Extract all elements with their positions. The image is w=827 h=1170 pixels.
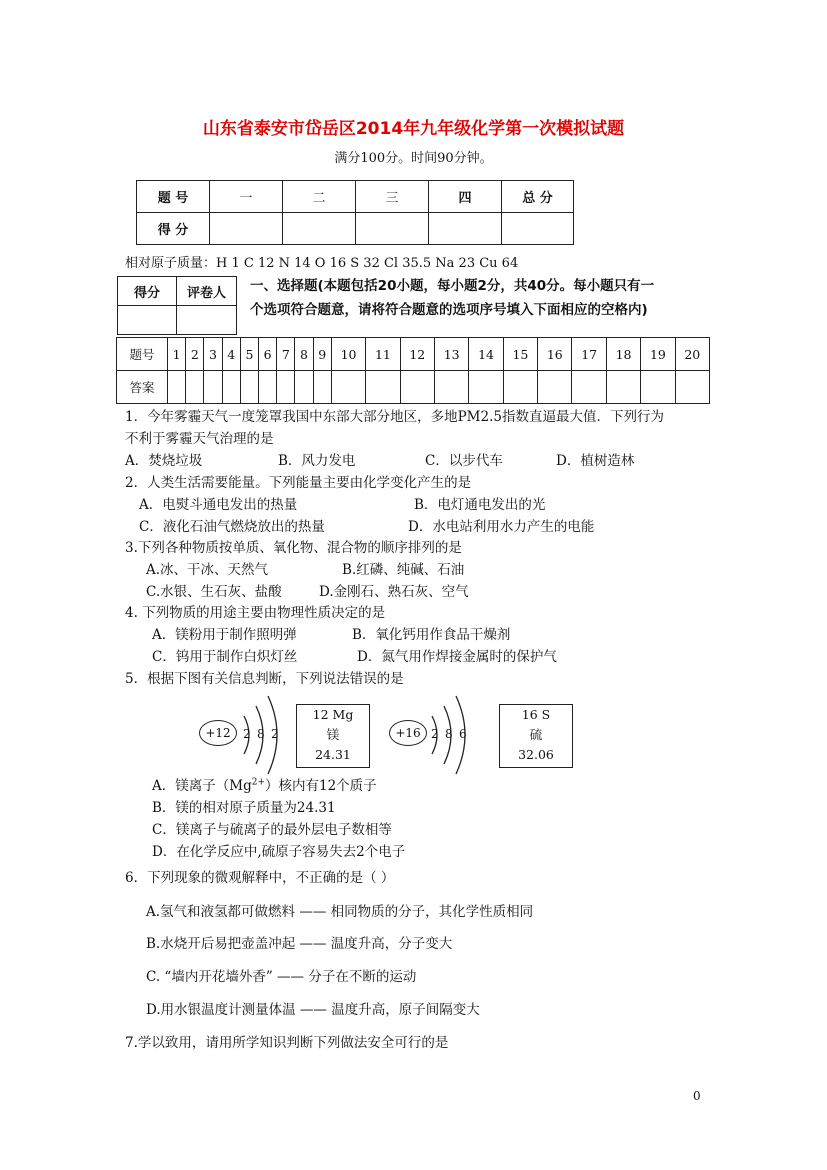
question-1-option-a: A．焚烧垃圾: [125, 453, 203, 469]
answer-input-cell[interactable]: [503, 371, 537, 404]
answer-input-cell[interactable]: [313, 371, 331, 404]
question-7-stem: 7.学以致用，请用所学知识判断下列做法安全可行的是: [125, 1035, 449, 1051]
answer-number-cell: 7: [277, 338, 295, 371]
question-6-option-b: B.水烧开后易把壶盖冲起 —— 温度升高，分子变大: [146, 936, 453, 952]
answer-input-cell[interactable]: [295, 371, 313, 404]
question-6-option-c: C. “墙内开花墙外香” —— 分子在不断的运动: [146, 969, 417, 985]
question-5-option-d: D．在化学反应中,硫原子容易失去2个电子: [152, 844, 406, 860]
answer-number-cell: 15: [503, 338, 537, 371]
s-shell-1-count: 2: [431, 727, 439, 741]
answer-number-cell: 6: [259, 338, 277, 371]
grader-name-cell[interactable]: [177, 306, 237, 335]
page-number: 0: [693, 1089, 701, 1103]
question-4-option-b: B．氧化钙用作食品干燥剂: [352, 627, 511, 643]
score-cell[interactable]: [429, 213, 502, 245]
score-table: [136, 180, 574, 245]
answer-number-cell: 11: [366, 338, 400, 371]
ion-charge-superscript: 2+: [251, 777, 265, 788]
answer-input-cell[interactable]: [538, 371, 572, 404]
answer-row-label: 答案: [117, 371, 168, 404]
mg-element-card: [296, 704, 370, 768]
question-2-option-b: B．电灯通电发出的光: [414, 497, 546, 513]
score-cell[interactable]: [283, 213, 356, 245]
section-heading-line1: 一、选择题(本题包括20小题，每小题2分，共40分。每小题只有一: [250, 278, 655, 294]
mg-card-symbol: 12 Mg: [312, 707, 354, 722]
question-6-option-a: A.氢气和液氢都可做燃料 —— 相同物质的分子，其化学性质相同: [146, 904, 534, 920]
answer-input-cell[interactable]: [222, 371, 240, 404]
answer-number-cell: 4: [222, 338, 240, 371]
answer-input-cell[interactable]: [204, 371, 222, 404]
question-4-option-c: C．钨用于制作白炽灯丝: [152, 649, 298, 665]
answer-number-cell: 14: [469, 338, 503, 371]
answer-number-cell: 9: [313, 338, 331, 371]
answer-input-cell[interactable]: [277, 371, 295, 404]
answer-number-cell: 16: [538, 338, 572, 371]
answer-input-cell[interactable]: [469, 371, 503, 404]
question-1-option-c: C．以步代车: [425, 453, 503, 469]
answer-input-cell[interactable]: [641, 371, 675, 404]
question-3-stem: 3.下列各种物质按单质、氧化物、混合物的顺序排列的是: [125, 540, 462, 556]
grader-score-label: 得分: [118, 277, 177, 306]
question-5-option-c: C．镁离子与硫离子的最外层电子数相等: [152, 822, 392, 838]
grader-name-label: 评卷人: [177, 277, 237, 306]
question-5-option-a: [152, 774, 377, 794]
answer-row-label: 题号: [117, 338, 168, 371]
score-header-cell: 二: [283, 181, 356, 213]
s-shell-3-count: 6: [459, 727, 467, 741]
atomic-masses: 相对原子质量：H 1 C 12 N 14 O 16 S 32 Cl 35.5 Na 23 Cu 64: [125, 256, 519, 271]
answer-number-cell: 17: [572, 338, 606, 371]
question-1-stem: 1．今年雾霾天气一度笼罩我国中东部大部分地区，多地PM2.5指数直逼最大值．下列行为: [125, 409, 664, 425]
grader-table: [117, 276, 237, 335]
score-header-cell: 四: [429, 181, 502, 213]
answer-number-cell: 8: [295, 338, 313, 371]
answer-number-cell: 18: [606, 338, 640, 371]
answer-input-cell[interactable]: [259, 371, 277, 404]
question-2-option-c: C．液化石油气燃烧放出的热量: [139, 519, 325, 535]
grader-score-cell[interactable]: [118, 306, 177, 335]
question-4-stem: 4. 下列物质的用途主要由物理性质决定的是: [125, 605, 386, 621]
mg-card-mass: 24.31: [315, 747, 351, 762]
answer-number-cell: 19: [641, 338, 675, 371]
score-header-cell: 总 分: [502, 181, 574, 213]
answer-number-cell: 5: [240, 338, 258, 371]
exam-info: 满分100分。时间90分钟。: [334, 151, 493, 166]
question-3-option-d: D.金刚石、熟石灰、空气: [319, 584, 469, 600]
answer-input-cell[interactable]: [400, 371, 434, 404]
question-6-option-d: D.用水银温度计测量体温 —— 温度升高，原子间隔变大: [146, 1002, 480, 1018]
section-heading-line2: 个选项符合题意，请将符合题意的选项序号填入下面相应的空格内): [250, 302, 648, 318]
score-header-cell: 一: [210, 181, 283, 213]
answer-input-cell[interactable]: [572, 371, 606, 404]
s-card-mass: 32.06: [518, 747, 554, 762]
question-5-stem: 5．根据下图有关信息判断，下列说法错误的是: [125, 671, 404, 687]
s-shell-2-count: 8: [445, 727, 453, 741]
mg-nucleus: +12: [199, 720, 237, 746]
mg-shell-2-count: 8: [257, 727, 265, 741]
option-a-text: A．镁离子（Mg: [152, 778, 252, 794]
question-2-option-d: D．水电站利用水力产生的电能: [408, 519, 595, 535]
answer-number-cell: 20: [675, 338, 709, 371]
answer-input-cell[interactable]: [331, 371, 365, 404]
score-row-label: 得 分: [137, 213, 210, 245]
page-title: 山东省泰安市岱岳区2014年九年级化学第一次模拟试题: [202, 119, 625, 139]
answer-number-cell: 3: [204, 338, 222, 371]
question-1-option-b: B．风力发电: [278, 453, 356, 469]
answer-input-cell[interactable]: [366, 371, 400, 404]
question-1-option-d: D．植树造林: [556, 453, 635, 469]
score-cell[interactable]: [210, 213, 283, 245]
answer-input-cell[interactable]: [606, 371, 640, 404]
score-header-cell: 题 号: [137, 181, 210, 213]
answer-input-cell[interactable]: [168, 371, 186, 404]
question-4-option-d: D．氮气用作焊接金属时的保护气: [357, 649, 557, 665]
question-5-option-b: B．镁的相对原子质量为24.31: [152, 800, 336, 816]
score-header-cell: 三: [356, 181, 429, 213]
s-card-symbol: 16 S: [521, 707, 551, 722]
option-a-text-cont: ）核内有12个质子: [265, 778, 377, 794]
s-card-name: 硫: [529, 727, 543, 742]
mg-shell-1-count: 2: [243, 727, 251, 741]
question-6-stem: 6．下列现象的微观解释中，不正确的是（ ）: [125, 870, 395, 886]
answer-number-cell: 1: [168, 338, 186, 371]
question-3-option-b: B.红磷、纯碱、石油: [342, 562, 465, 578]
question-3-option-a: A.冰、干冰、天然气: [146, 562, 269, 578]
score-cell[interactable]: [356, 213, 429, 245]
question-2-option-a: A．电熨斗通电发出的热量: [139, 497, 298, 513]
answer-number-cell: 10: [331, 338, 365, 371]
answer-number-cell: 13: [434, 338, 468, 371]
s-element-card: [499, 704, 573, 768]
mg-card-name: 镁: [326, 727, 340, 742]
question-2-stem: 2．人类生活需要能量。下列能量主要由化学变化产生的是: [125, 475, 472, 491]
mg-shell-3-count: 2: [271, 727, 279, 741]
answer-input-cell[interactable]: [186, 371, 204, 404]
answer-input-cell[interactable]: [675, 371, 709, 404]
score-cell[interactable]: [502, 213, 574, 245]
question-3-option-c: C.水银、生石灰、盐酸: [146, 584, 282, 600]
question-1-stem-cont: 不利于雾霾天气治理的是: [125, 431, 274, 447]
answer-input-cell[interactable]: [240, 371, 258, 404]
answer-table: [116, 337, 710, 404]
answer-input-cell[interactable]: [434, 371, 468, 404]
answer-number-cell: 12: [400, 338, 434, 371]
question-4-option-a: A．镁粉用于制作照明弹: [152, 627, 297, 643]
answer-number-cell: 2: [186, 338, 204, 371]
s-nucleus: +16: [389, 720, 427, 746]
